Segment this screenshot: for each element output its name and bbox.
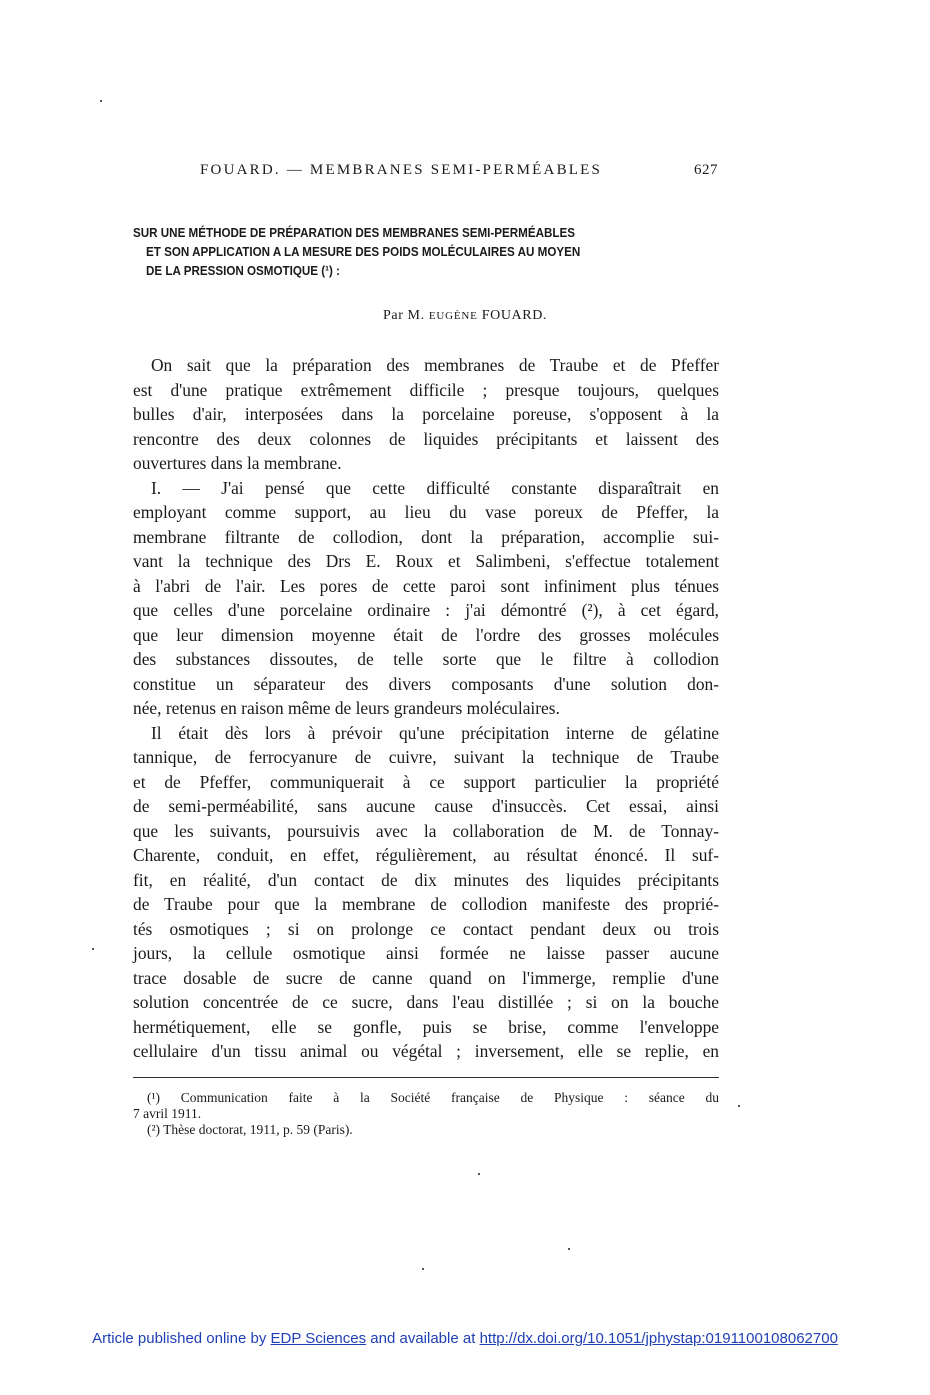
body-line: Il était dès lors à prévoir qu'une précipitation interne de gélatine xyxy=(151,722,719,743)
scan-speck xyxy=(422,1268,424,1270)
body-line: des substances dissoutes, de telle sorte que le filtre à collodion xyxy=(133,649,719,669)
body-line: solution concentrée de ce sucre, dans l'eau distillée ; si on la bouche xyxy=(133,992,719,1012)
footnote-1-continued: 7 avril 1911. xyxy=(133,1106,202,1121)
body-line: fit, en réalité, d'un contact de dix minutes des liquides précipitants xyxy=(133,869,719,890)
body-line: constitue un séparateur des divers composants d'une solution don- xyxy=(133,673,719,694)
doi-link[interactable]: http://dx.doi.org/10.1051/jphystap:0191100108062700 xyxy=(479,1330,838,1347)
publication-text: and available at xyxy=(370,1330,476,1347)
article-body xyxy=(133,353,719,1064)
body-line: hermétiquement, elle se gonfle, puis se brise, comme l'enveloppe xyxy=(133,1016,719,1037)
footnotes xyxy=(133,1090,719,1138)
body-line: I. — J'ai pensé que cette difficulté constante disparaîtrait en xyxy=(151,477,719,498)
publisher-link[interactable]: EDP Sciences xyxy=(270,1330,367,1347)
body-line: tannique, de ferrocyanure de cuivre, suivant la technique de Traube xyxy=(133,747,719,767)
body-line: employant comme support, au lieu du vase poreux de Pfeffer, la xyxy=(133,502,719,522)
body-line: jours, la cellule osmotique ainsi formée ne laisse passer aucune xyxy=(133,943,719,963)
author-byline xyxy=(0,308,930,324)
footnote-1: (¹) Communication faite à la Société française de Physique : séance du xyxy=(147,1090,719,1105)
footnote-divider xyxy=(133,1077,719,1078)
body-line: née, retenus en raison même de leurs grandeurs moléculaires. xyxy=(133,698,560,718)
body-line: trace dosable de sucre de canne quand on l'immerge, remplie d'une xyxy=(133,967,719,988)
body-line: que les suivants, poursuivis avec la collaboration de M. de Tonnay- xyxy=(133,820,719,841)
footnote-2: (²) Thèse doctorat, 1911, p. 59 (Paris). xyxy=(147,1122,353,1137)
scan-speck xyxy=(100,100,102,102)
article-title xyxy=(133,224,682,281)
body-line: tés osmotiques ; si on prolonge ce contact pendant deux ou trois xyxy=(133,918,719,939)
body-line: est d'une pratique extrêmement difficile ; presque toujours, quelques xyxy=(133,379,719,400)
body-line: ouvertures dans la membrane. xyxy=(133,453,342,473)
body-line: rencontre des deux colonnes de liquides précipitants et laissent des xyxy=(133,428,719,449)
body-line: à l'abri de l'air. Les pores de cette paroi sont infiniment plus ténues xyxy=(133,575,719,596)
body-line: que leur dimension moyenne était de l'ordre des grosses molécules xyxy=(133,624,719,645)
body-line: Charente, conduit, en effet, régulièrement, au résultat énoncé. Il suf- xyxy=(133,845,719,865)
body-line: et de Pfeffer, communiquerait à ce support particulier la propriété xyxy=(133,771,719,792)
body-line: On sait que la préparation des membranes de Traube et de Pfeffer xyxy=(151,355,719,375)
body-line: cellulaire d'un tissu animal ou végétal ; inversement, elle se replie, en xyxy=(133,1041,719,1061)
author-first-name: EUGÈNE xyxy=(428,310,478,322)
running-head xyxy=(133,162,718,184)
body-line: membrane filtrante de collodion, dont la préparation, accomplie sui- xyxy=(133,526,719,547)
body-line: bulles d'air, interposées dans la porcelaine poreuse, s'opposent à la xyxy=(133,404,719,424)
publication-notice xyxy=(0,1330,930,1347)
scan-speck xyxy=(738,1105,740,1107)
body-line: vant la technique des Drs E. Roux et Salimbeni, s'effectue totalement xyxy=(133,551,719,571)
article-title-line: ET SON APPLICATION A LA MESURE DES POIDS MOLÉCULAIRES AU MOYEN xyxy=(146,245,581,259)
author-last-name: FOUARD. xyxy=(481,308,547,323)
scan-speck xyxy=(568,1248,570,1250)
body-line: de Traube pour que la membrane de collodion manifeste des proprié- xyxy=(133,894,719,914)
article-title-line: SUR UNE MÉTHODE DE PRÉPARATION DES MEMBRANES SEMI-PERMÉABLES xyxy=(133,226,576,240)
article-title-line: DE LA PRESSION OSMOTIQUE (¹) : xyxy=(146,264,340,278)
page-number: 627 xyxy=(694,162,718,178)
publication-text: Article published online by xyxy=(92,1330,267,1347)
byline-prefix: Par M. xyxy=(383,308,425,323)
body-line: que celles d'une porcelaine ordinaire : j'ai démontré (²), à cet égard, xyxy=(133,600,719,620)
scan-speck xyxy=(478,1173,480,1175)
running-head-title: FOUARD. — MEMBRANES SEMI-PERMÉABLES xyxy=(200,162,603,178)
scan-speck xyxy=(92,948,94,950)
body-line: de semi-perméabilité, sans aucune cause d'insuccès. Cet essai, ainsi xyxy=(133,796,719,816)
